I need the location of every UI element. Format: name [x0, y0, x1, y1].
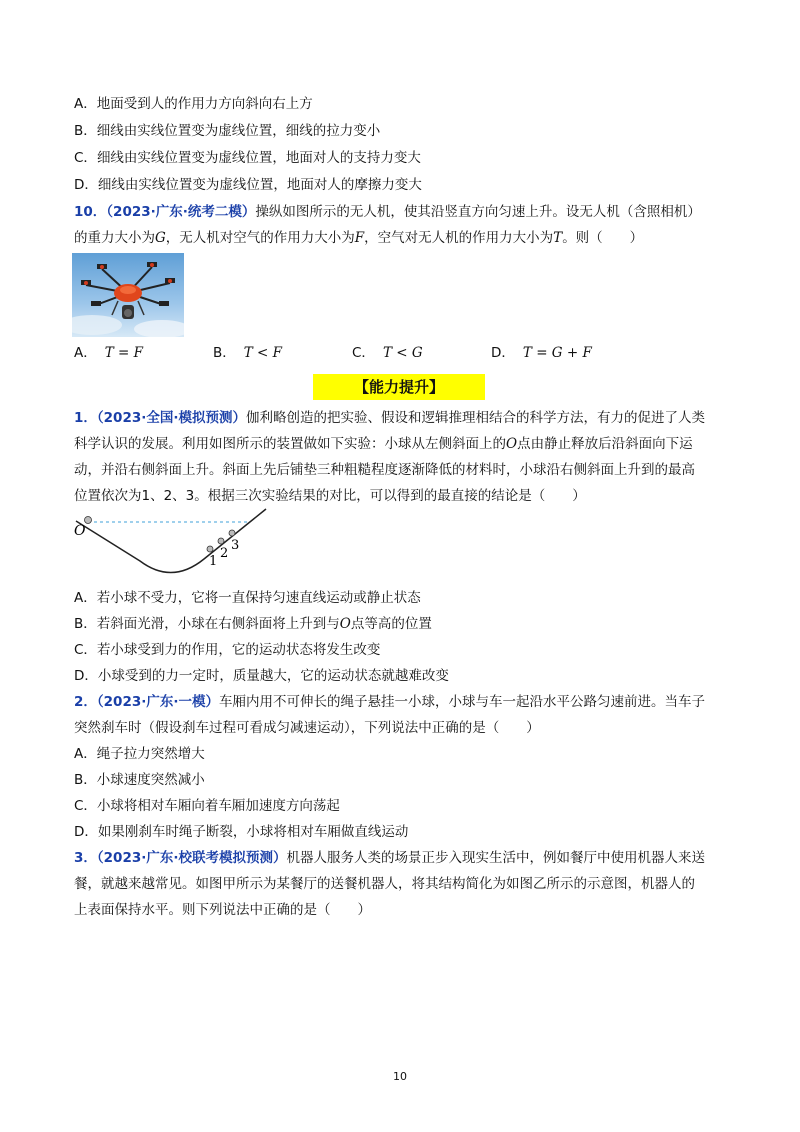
- q3-stem-line2: 餐，就越来越常见。如图甲所示为某餐厅的送餐机器人，将其结构简化为如图乙所示的示意图，机器人的: [74, 876, 695, 892]
- prev-option-d: D．细线由实线位置变为虚线位置，地面对人的摩擦力变大: [74, 177, 422, 193]
- ball-pos-1: [207, 546, 213, 552]
- q1-source: （2023·全国·模拟预测）: [96, 410, 246, 426]
- q2-option-d: D．如果刚刹车时绳子断裂，小球将相对车厢做直线运动: [74, 824, 409, 840]
- q1-option-c: C．若小球受到力的作用，它的运动状态将发生改变: [74, 642, 381, 658]
- drone-photo: [72, 253, 184, 337]
- ball-pos-2: [218, 538, 224, 544]
- q10-option-c: C． T < G: [352, 345, 423, 361]
- ball-pos-3: [229, 530, 235, 536]
- q10-option-a: A． T = F: [74, 345, 144, 361]
- q3-stem-line1: 3．（2023·广东·校联考模拟预测）机器人服务人类的场景正步入现实生活中，例如餐厅中使用机器人来送: [74, 850, 705, 866]
- q1-stem-line1: 1．（2023·全国·模拟预测）伽利略创造的把实验、假设和逻辑推理相结合的科学方法，有力的促进了人类: [74, 410, 705, 426]
- incline-track-figure: [70, 503, 280, 583]
- label-pos-1: 1: [209, 554, 218, 569]
- q2-option-a: A．绳子拉力突然增大: [74, 746, 205, 762]
- q2-stem-line2: 突然刹车时（假设刹车过程可看成匀减速运动），下列说法中正确的是（ ）: [74, 720, 540, 736]
- q1-stem-line4: 位置依次为1、2、3。根据三次实验结果的对比，可以得到的最直接的结论是（ ）: [74, 488, 586, 504]
- prev-option-a: A．地面受到人的作用力方向斜向右上方: [74, 96, 313, 112]
- q10-stem-line1: 10．（2023·广东·统考二模）操纵如图所示的无人机，使其沿竖直方向匀速上升。设无人机（含照相机）: [74, 204, 701, 220]
- q3-number: 3．: [74, 850, 97, 866]
- q1-stem-line2: 科学认识的发展。利用如图所示的装置做如下实验：小球从左侧斜面上的O点由静止释放后沿斜面向下运: [74, 436, 693, 452]
- label-o: O: [74, 523, 86, 539]
- q2-option-c: C．小球将相对车厢向着车厢加速度方向荡起: [74, 798, 340, 814]
- prev-option-b: B．细线由实线位置变为虚线位置，细线的拉力变小: [74, 123, 381, 139]
- q1-option-d: D．小球受到的力一定时，质量越大，它的运动状态就越难改变: [74, 668, 449, 684]
- q1-stem-line3: 动，并沿右侧斜面上升。斜面上先后铺垫三种粗糙程度逐渐降低的材料时，小球沿右侧斜面上升到的最高: [74, 462, 695, 478]
- q10-stem-line2: 的重力大小为G，无人机对空气的作用力大小为F，空气对无人机的作用力大小为T。则（ ）: [74, 230, 644, 246]
- page-number: 10: [393, 1070, 407, 1083]
- q3-stem-line3: 上表面保持水平。则下列说法中正确的是（ ）: [74, 902, 371, 918]
- q10-option-d: D． T = G + F: [491, 345, 592, 361]
- q2-source: （2023·广东·一模）: [96, 694, 219, 710]
- q10-option-b: B． T < F: [213, 345, 283, 361]
- section-title: 【能力提升】: [313, 374, 485, 400]
- ball-start: [85, 517, 92, 524]
- q10-source: （2023·广东·统考二模）: [106, 204, 256, 220]
- q3-source: （2023·广东·校联考模拟预测）: [96, 850, 287, 866]
- q2-option-b: B．小球速度突然减小: [74, 772, 205, 788]
- q1-number: 1．: [74, 410, 97, 426]
- q2-stem-line1: 2．（2023·广东·一模）车厢内用不可伸长的绳子悬挂一小球，小球与车一起沿水平公路匀速前进。当车子: [74, 694, 705, 710]
- q1-option-a: A．若小球不受力，它将一直保持匀速直线运动或静止状态: [74, 590, 421, 606]
- label-pos-3: 3: [231, 538, 240, 553]
- q2-number: 2．: [74, 694, 97, 710]
- q10-number: 10．: [74, 204, 107, 220]
- q1-option-b: B．若斜面光滑，小球在右侧斜面将上升到与O点等高的位置: [74, 616, 432, 632]
- prev-option-c: C．细线由实线位置变为虚线位置，地面对人的支持力变大: [74, 150, 421, 166]
- label-pos-2: 2: [220, 546, 229, 561]
